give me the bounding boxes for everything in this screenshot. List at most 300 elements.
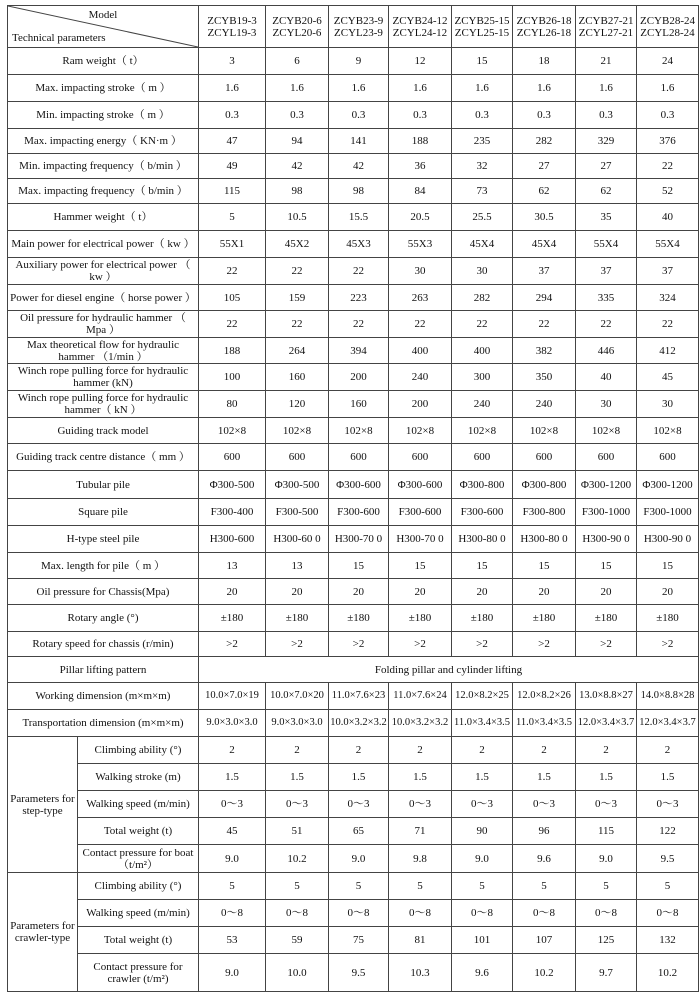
value-cell: 37 (637, 258, 699, 285)
parameter-label: Rotary angle (°) (8, 605, 199, 632)
value-cell: 0.3 (513, 102, 576, 129)
value-cell: 9.6 (452, 954, 513, 992)
value-cell: 2 (199, 737, 266, 764)
value-cell: 15 (452, 553, 513, 579)
parameter-label: Transportation dimension (m×m×m) (8, 710, 199, 737)
value-cell: 115 (199, 179, 266, 204)
parameter-row (8, 632, 699, 657)
parameter-row (8, 102, 699, 129)
value-cell: Φ300-500 (266, 471, 329, 499)
value-cell: 13 (266, 553, 329, 579)
value-cell: Φ300-800 (452, 471, 513, 499)
parameter-label: Winch rope pulling force for hydraulic hammer（ kN ） (8, 391, 199, 418)
parameter-row (8, 391, 699, 418)
parameter-label: Max. impacting energy（ KN·m ） (8, 129, 199, 154)
value-cell: 1.5 (452, 764, 513, 791)
value-cell: 0～8 (329, 900, 389, 927)
value-cell: 35 (576, 204, 637, 231)
parameter-label: H-type steel pile (8, 526, 199, 553)
value-cell: 9.5 (637, 845, 699, 873)
value-cell: >2 (199, 632, 266, 657)
value-cell: 12.0×3.4×3.7 (637, 710, 699, 737)
value-cell: 107 (513, 927, 576, 954)
value-cell: 22 (452, 311, 513, 338)
value-cell: 55X3 (389, 231, 452, 258)
model-header-cell (266, 6, 329, 48)
value-cell: Φ300-1200 (637, 471, 699, 499)
value-cell: 24 (637, 48, 699, 75)
value-cell: 47 (199, 129, 266, 154)
parameter-label: Guiding track centre distance（ mm ） (8, 444, 199, 471)
value-cell: 98 (329, 179, 389, 204)
value-cell: 120 (266, 391, 329, 418)
model-header-cell (513, 6, 576, 48)
value-cell: 9.0×3.0×3.0 (199, 710, 266, 737)
model-name-l: ZCYL20-6 (272, 26, 322, 39)
value-cell: 132 (637, 927, 699, 954)
value-cell: 22 (199, 258, 266, 285)
value-cell: 62 (576, 179, 637, 204)
value-cell: 55X4 (576, 231, 637, 258)
value-cell: 101 (452, 927, 513, 954)
value-cell: 15 (576, 553, 637, 579)
value-cell: 11.0×7.6×23 (329, 683, 389, 710)
value-cell: 9.0 (452, 845, 513, 873)
parameter-row (8, 418, 699, 444)
value-cell: 188 (389, 129, 452, 154)
value-cell: 10.3 (389, 954, 452, 992)
value-cell: 1.5 (199, 764, 266, 791)
parameter-label: Rotary speed for chassis (r/min) (8, 632, 199, 657)
value-cell: 84 (389, 179, 452, 204)
value-cell: ±180 (513, 605, 576, 632)
value-cell: 324 (637, 285, 699, 311)
value-cell: 0～3 (389, 791, 452, 818)
value-cell: 0～8 (513, 900, 576, 927)
value-cell: 382 (513, 338, 576, 364)
value-cell: 20 (329, 579, 389, 605)
value-cell: 55X4 (637, 231, 699, 258)
value-cell: 0.3 (329, 102, 389, 129)
parameter-row (8, 579, 699, 605)
value-cell: 1.5 (637, 764, 699, 791)
value-cell: F300-600 (329, 499, 389, 526)
value-cell: 200 (329, 364, 389, 391)
value-cell: 102×8 (266, 418, 329, 444)
model-header-cell (389, 6, 452, 48)
model-name-b: ZCYB19-3 (207, 14, 257, 27)
value-cell: 10.5 (266, 204, 329, 231)
value-cell: 42 (329, 154, 389, 179)
model-name-b: ZCYB28-24 (640, 14, 695, 27)
parameter-label: Max. impacting frequency（ b/min ） (8, 179, 199, 204)
value-cell: >2 (266, 632, 329, 657)
value-cell: 3 (199, 48, 266, 75)
value-cell: 13.0×8.8×27 (576, 683, 637, 710)
parameter-label: Ram weight（ t） (8, 48, 199, 75)
parameter-row (8, 204, 699, 231)
value-cell: 45X3 (329, 231, 389, 258)
value-cell: 90 (452, 818, 513, 845)
value-cell: 6 (266, 48, 329, 75)
value-cell: 600 (576, 444, 637, 471)
value-cell: 12 (389, 48, 452, 75)
value-cell: 0.3 (199, 102, 266, 129)
value-cell: 94 (266, 129, 329, 154)
value-cell: 0～8 (576, 900, 637, 927)
value-cell: Φ300-600 (389, 471, 452, 499)
value-cell: 45X4 (452, 231, 513, 258)
value-cell: >2 (576, 632, 637, 657)
value-cell: 102×8 (637, 418, 699, 444)
value-cell: Φ300-1200 (576, 471, 637, 499)
value-cell: 2 (329, 737, 389, 764)
value-cell: 5 (266, 873, 329, 900)
value-cell: 1.6 (637, 75, 699, 102)
value-cell: 12.0×8.2×25 (452, 683, 513, 710)
value-cell: ±180 (452, 605, 513, 632)
value-cell: 9.8 (389, 845, 452, 873)
dimension-row (8, 683, 699, 710)
parameter-row (8, 364, 699, 391)
value-cell: 20 (513, 579, 576, 605)
value-cell: 30 (637, 391, 699, 418)
value-cell: 2 (513, 737, 576, 764)
value-cell: 12.0×3.4×3.7 (576, 710, 637, 737)
model-name-l: ZCYL28-24 (640, 26, 695, 39)
value-cell: 9.0 (199, 954, 266, 992)
value-cell: 2 (637, 737, 699, 764)
value-cell: H300-80 0 (513, 526, 576, 553)
value-cell: 30.5 (513, 204, 576, 231)
value-cell: 0～3 (637, 791, 699, 818)
value-cell: 394 (329, 338, 389, 364)
value-cell: ±180 (329, 605, 389, 632)
value-cell: 5 (389, 873, 452, 900)
value-cell: 0～8 (452, 900, 513, 927)
value-cell: 294 (513, 285, 576, 311)
value-cell: 1.6 (452, 75, 513, 102)
value-cell: 40 (576, 364, 637, 391)
value-cell: 102×8 (199, 418, 266, 444)
value-cell: 300 (452, 364, 513, 391)
sub-parameter-label: Contact pressure for crawler (t/m²) (78, 954, 199, 992)
value-cell: 2 (576, 737, 637, 764)
parameter-label: Main power for electrical power（ kw ） (8, 231, 199, 258)
parameter-label: Pillar lifting pattern (8, 657, 199, 683)
parameter-label: Hammer weight（ t） (8, 204, 199, 231)
value-cell: F300-400 (199, 499, 266, 526)
pillar-lifting-value: Folding pillar and cylinder lifting (199, 657, 699, 683)
value-cell: 15 (513, 553, 576, 579)
value-cell: >2 (329, 632, 389, 657)
value-cell: 15 (452, 48, 513, 75)
parameter-row (8, 499, 699, 526)
value-cell: 0.3 (266, 102, 329, 129)
value-cell: 0～8 (389, 900, 452, 927)
value-cell: 20 (266, 579, 329, 605)
value-cell: 0～3 (513, 791, 576, 818)
value-cell: 9.0 (329, 845, 389, 873)
value-cell: 81 (389, 927, 452, 954)
value-cell: 1.5 (266, 764, 329, 791)
value-cell: 125 (576, 927, 637, 954)
value-cell: 30 (452, 258, 513, 285)
value-cell: 329 (576, 129, 637, 154)
sub-parameter-row (8, 737, 699, 764)
value-cell: 37 (576, 258, 637, 285)
value-cell: 80 (199, 391, 266, 418)
value-cell: 45X4 (513, 231, 576, 258)
value-cell: 9.6 (513, 845, 576, 873)
value-cell: 0.3 (389, 102, 452, 129)
value-cell: 600 (199, 444, 266, 471)
parameter-label: Auxiliary power for electrical power （ kw ） (8, 258, 199, 285)
value-cell: 188 (199, 338, 266, 364)
parameter-label: Working dimension (m×m×m) (8, 683, 199, 710)
value-cell: 282 (513, 129, 576, 154)
parameter-row (8, 75, 699, 102)
value-cell: 0～8 (266, 900, 329, 927)
value-cell: 5 (199, 873, 266, 900)
sub-parameter-row (8, 845, 699, 873)
value-cell: 22 (329, 258, 389, 285)
value-cell: 15 (637, 553, 699, 579)
value-cell: 10.0×3.2×3.2 (329, 710, 389, 737)
value-cell: 1.6 (266, 75, 329, 102)
value-cell: 98 (266, 179, 329, 204)
model-name-b: ZCYB20-6 (272, 14, 322, 27)
value-cell: 22 (576, 311, 637, 338)
model-header-cell (452, 6, 513, 48)
value-cell: 59 (266, 927, 329, 954)
sub-parameter-row (8, 818, 699, 845)
parameter-label: Winch rope pulling force for hydraulic hammer (kN) (8, 364, 199, 391)
parameter-label: Max. length for pile（ m ） (8, 553, 199, 579)
value-cell: 105 (199, 285, 266, 311)
parameter-label: Max. impacting stroke（ m ） (8, 75, 199, 102)
value-cell: 12.0×8.2×26 (513, 683, 576, 710)
parameter-row (8, 129, 699, 154)
value-cell: 1.6 (576, 75, 637, 102)
value-cell: 0.3 (452, 102, 513, 129)
sub-parameter-label: Total weight (t) (78, 927, 199, 954)
value-cell: 5 (329, 873, 389, 900)
value-cell: >2 (452, 632, 513, 657)
value-cell: 40 (637, 204, 699, 231)
value-cell: 20 (576, 579, 637, 605)
model-name-l: ZCYL27-21 (578, 26, 634, 39)
value-cell: 10.0 (266, 954, 329, 992)
value-cell: 27 (576, 154, 637, 179)
value-cell: 52 (637, 179, 699, 204)
model-name-b: ZCYB26-18 (516, 14, 572, 27)
value-cell: 600 (452, 444, 513, 471)
value-cell: 9.0 (199, 845, 266, 873)
value-cell: 1.6 (199, 75, 266, 102)
value-cell: 0～3 (199, 791, 266, 818)
value-cell: H300-600 (199, 526, 266, 553)
parameter-row (8, 231, 699, 258)
value-cell: 75 (329, 927, 389, 954)
value-cell: 10.0×3.2×3.2 (389, 710, 452, 737)
parameter-label: Oil pressure for hydraulic hammer （ Mpa ） (8, 311, 199, 338)
value-cell: 27 (513, 154, 576, 179)
sub-parameter-label: Climbing ability (°) (78, 873, 199, 900)
value-cell: 100 (199, 364, 266, 391)
value-cell: F300-600 (389, 499, 452, 526)
parameter-row (8, 154, 699, 179)
value-cell: 53 (199, 927, 266, 954)
value-cell: ±180 (266, 605, 329, 632)
model-name-b: ZCYB24-12 (392, 14, 448, 27)
parameter-label: Tubular pile (8, 471, 199, 499)
value-cell: 115 (576, 818, 637, 845)
sub-parameter-label: Total weight (t) (78, 818, 199, 845)
value-cell: 51 (266, 818, 329, 845)
sub-parameter-row (8, 791, 699, 818)
model-name-l: ZCYL19-3 (207, 26, 257, 39)
value-cell: 11.0×3.4×3.5 (452, 710, 513, 737)
value-cell: 102×8 (452, 418, 513, 444)
value-cell: 9 (329, 48, 389, 75)
value-cell: 45X2 (266, 231, 329, 258)
parameter-row (8, 471, 699, 499)
value-cell: 240 (389, 364, 452, 391)
value-cell: 15.5 (329, 204, 389, 231)
value-cell: 0.3 (637, 102, 699, 129)
value-cell: 10.2 (637, 954, 699, 992)
value-cell: 55X1 (199, 231, 266, 258)
value-cell: 65 (329, 818, 389, 845)
value-cell: 9.7 (576, 954, 637, 992)
value-cell: ±180 (389, 605, 452, 632)
value-cell: 9.5 (329, 954, 389, 992)
value-cell: 22 (389, 311, 452, 338)
value-cell: 30 (389, 258, 452, 285)
value-cell: Φ300-600 (329, 471, 389, 499)
value-cell: 22 (513, 311, 576, 338)
value-cell: 102×8 (513, 418, 576, 444)
value-cell: 412 (637, 338, 699, 364)
value-cell: 160 (329, 391, 389, 418)
value-cell: 600 (513, 444, 576, 471)
value-cell: 264 (266, 338, 329, 364)
value-cell: 102×8 (576, 418, 637, 444)
model-header-cell (199, 6, 266, 48)
value-cell: 22 (329, 311, 389, 338)
value-cell: F300-800 (513, 499, 576, 526)
header-row (8, 6, 699, 48)
value-cell: 102×8 (329, 418, 389, 444)
model-name-b: ZCYB25-15 (454, 14, 510, 27)
sub-parameter-row (8, 900, 699, 927)
value-cell: 400 (389, 338, 452, 364)
value-cell: 20.5 (389, 204, 452, 231)
value-cell: ±180 (199, 605, 266, 632)
value-cell: 5 (452, 873, 513, 900)
value-cell: 73 (452, 179, 513, 204)
model-header-cell (329, 6, 389, 48)
value-cell: 45 (199, 818, 266, 845)
value-cell: 14.0×8.8×28 (637, 683, 699, 710)
value-cell: 159 (266, 285, 329, 311)
value-cell: 32 (452, 154, 513, 179)
model-name-b: ZCYB27-21 (578, 14, 634, 27)
value-cell: 22 (266, 311, 329, 338)
value-cell: 600 (266, 444, 329, 471)
value-cell: 5 (576, 873, 637, 900)
value-cell: 10.2 (513, 954, 576, 992)
value-cell: 282 (452, 285, 513, 311)
model-header-cell (637, 6, 699, 48)
value-cell: 30 (576, 391, 637, 418)
model-label: Model (88, 9, 118, 21)
parameter-label: Min. impacting frequency（ b/min ） (8, 154, 199, 179)
value-cell: 22 (637, 311, 699, 338)
value-cell: 10.0×7.0×19 (199, 683, 266, 710)
value-cell: 240 (452, 391, 513, 418)
value-cell: 22 (199, 311, 266, 338)
value-cell: >2 (389, 632, 452, 657)
value-cell: 15 (329, 553, 389, 579)
sub-parameter-label: Contact pressure for boat （t/m²） (78, 845, 199, 873)
value-cell: 335 (576, 285, 637, 311)
value-cell: 15 (389, 553, 452, 579)
value-cell: 96 (513, 818, 576, 845)
parameter-row (8, 444, 699, 471)
value-cell: 42 (266, 154, 329, 179)
value-cell: 0.3 (576, 102, 637, 129)
parameter-row (8, 285, 699, 311)
value-cell: H300-80 0 (452, 526, 513, 553)
value-cell: 5 (199, 204, 266, 231)
value-cell: 2 (266, 737, 329, 764)
dimension-row (8, 710, 699, 737)
value-cell: 20 (452, 579, 513, 605)
value-cell: F300-1000 (637, 499, 699, 526)
value-cell: 141 (329, 129, 389, 154)
value-cell: 1.5 (576, 764, 637, 791)
value-cell: Φ300-800 (513, 471, 576, 499)
model-name-l: ZCYL25-15 (454, 26, 510, 39)
group-label: Parameters for crawler-type (8, 873, 78, 992)
value-cell: 235 (452, 129, 513, 154)
group-label: Parameters for step-type (8, 737, 78, 873)
value-cell: 11.0×3.4×3.5 (513, 710, 576, 737)
value-cell: 45 (637, 364, 699, 391)
sub-parameter-label: Climbing ability (°) (78, 737, 199, 764)
value-cell: 376 (637, 129, 699, 154)
value-cell: >2 (513, 632, 576, 657)
value-cell: 240 (513, 391, 576, 418)
value-cell: H300-90 0 (576, 526, 637, 553)
technical-parameters-table (7, 5, 699, 992)
value-cell: 62 (513, 179, 576, 204)
value-cell: 102×8 (389, 418, 452, 444)
value-cell: 1.6 (329, 75, 389, 102)
value-cell: 263 (389, 285, 452, 311)
value-cell: 2 (452, 737, 513, 764)
parameter-row (8, 553, 699, 579)
value-cell: 1.5 (329, 764, 389, 791)
value-cell: 446 (576, 338, 637, 364)
model-name-l: ZCYL24-12 (392, 26, 448, 39)
parameter-row (8, 48, 699, 75)
value-cell: 160 (266, 364, 329, 391)
parameter-row (8, 179, 699, 204)
value-cell: 9.0 (576, 845, 637, 873)
